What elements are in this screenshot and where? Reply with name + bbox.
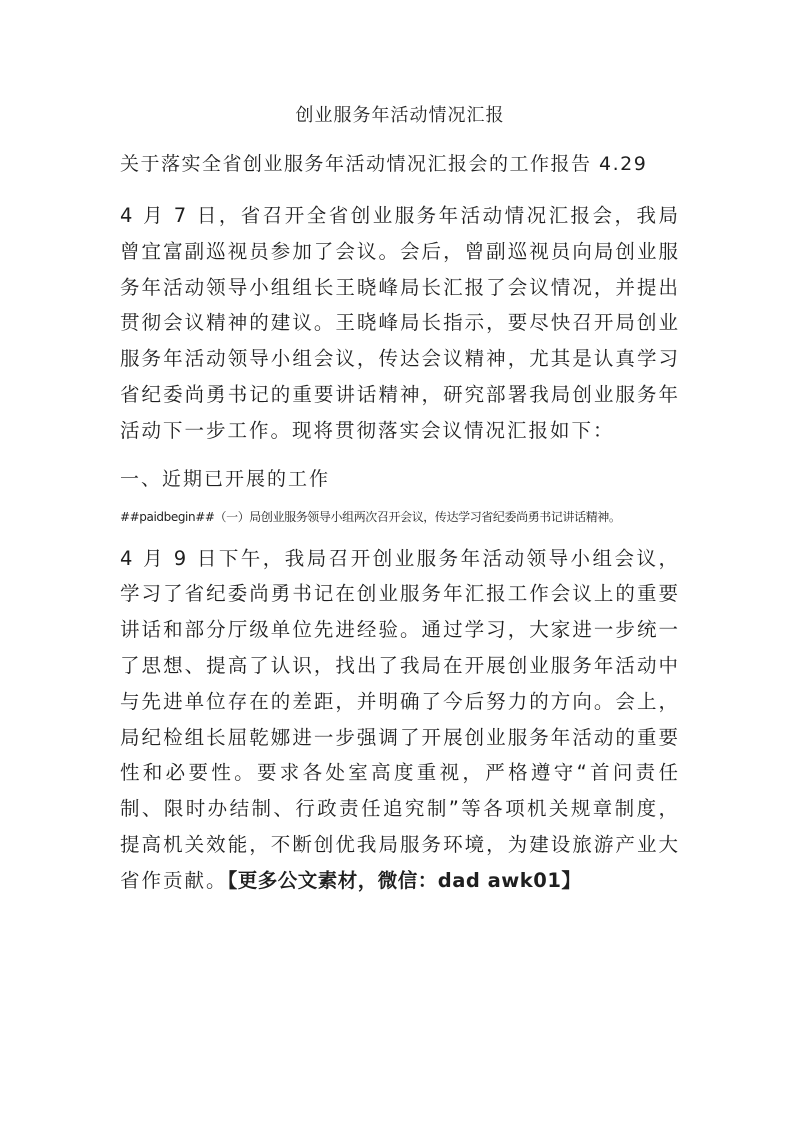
document-body xyxy=(120,96,680,899)
paragraph-leadership-meeting-text: 4 月 9 日下午，我局召开创业服务年活动领导小组会议，学习了省纪委尚勇书记在创业服务年汇报工作会议上的重要讲话和部分厅级单位先进经验。通过学习，大家进一步统一了思想、提高了认识，找出了我局在开展创业服务年活动中与先进单位存在的差距，并明确了今后努力的方向。会上，局纪检组长屈乾娜进一步强调了开展创业服务年活动的重要性和必要性。要求各处室高度重视，严格遵守“首问责任制、限时办结制、行政责任追究制”等各项机关规章制度，提高机关效能，不断创优我局服务环境，为建设旅游产业大省作贡献。 xyxy=(120,546,680,892)
paragraph-meeting-summary: 4 月 7 日，省召开全省创业服务年活动情况汇报会，我局曾宜富副巡视员参加了会议。会后，曾副巡视员向局创业服务年活动领导小组组长王晓峰局长汇报了会议情况，并提出贯彻会议精神的建议。王晓峰局长指示，要尽快召开局创业服务年活动领导小组会议，传达会议精神，尤其是认真学习省纪委尚勇书记的重要讲话精神，研究部署我局创业服务年活动下一步工作。现将贯彻落实会议情况汇报如下： xyxy=(120,204,680,442)
paid-marker-line: ##paidbegin##（一）局创业服务领导小组两次召开会议，传达学习省纪委尚勇书记讲话精神。 xyxy=(120,509,621,524)
report-subtitle: 关于落实全省创业服务年活动情况汇报会的工作报告 4.29 xyxy=(120,153,648,175)
section-heading-recent-work: 一、近期已开展的工作 xyxy=(120,467,331,490)
document-title: 创业服务年活动情况汇报 xyxy=(295,105,505,126)
paragraph-leadership-meeting xyxy=(120,541,680,899)
promo-note: 【更多公文素材，微信：dad awk01】 xyxy=(227,868,582,892)
